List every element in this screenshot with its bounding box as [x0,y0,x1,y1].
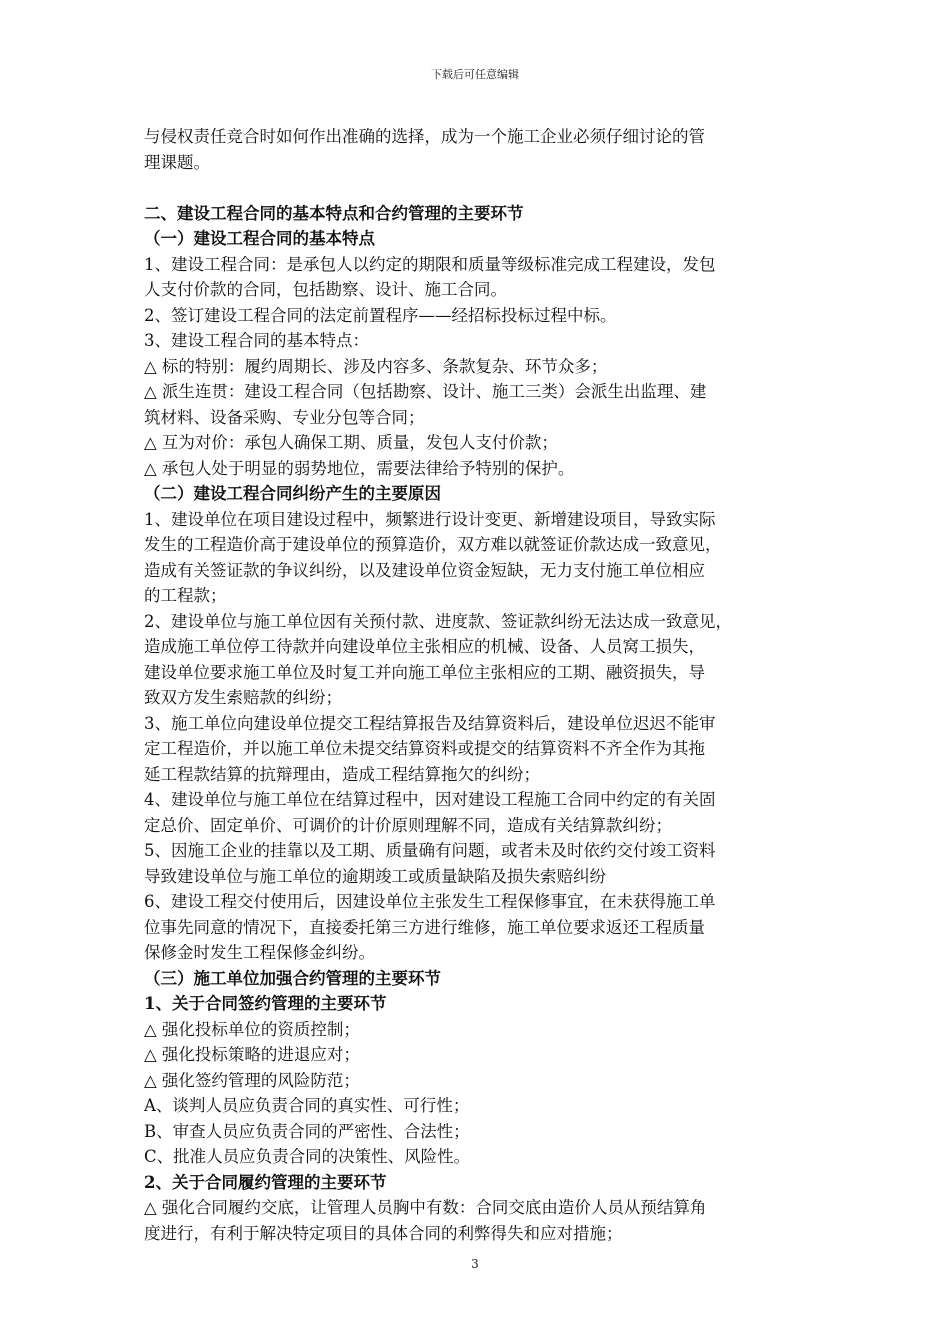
text-line: 建设单位要求施工单位及时复工并向施工单位主张相应的工期、融资损失，导 [144,662,705,682]
text-line: 2、建设单位与施工单位因有关预付款、进度款、签证款纠纷无法达成一致意见， [144,611,732,631]
text-line: 理课题。 [144,152,210,172]
text-line: △ 标的特别：履约周期长、涉及内容多、条款复杂、环节众多； [144,356,608,376]
text-line: 1、建设单位在项目建设过程中，频繁进行设计变更、新增建设项目，导致实际 [144,509,716,529]
text-line: 4、建设单位与施工单位在结算过程中，因对建设工程施工合同中约定的有关固 [144,790,716,809]
text-line: 定总价、固定单价、可调价的计价原则理解不同，造成有关结算款纠纷； [144,815,672,835]
text-line: 导致建设单位与施工单位的逾期竣工或质量缺陷及损失索赔纠纷 [144,866,606,886]
text-line: 位事先同意的情况下，直接委托第三方进行维修，施工单位要求返还工程质量 [144,917,705,937]
text-line: A、谈判人员应负责合同的真实性、可行性； [144,1096,470,1115]
section-heading: 2、关于合同履约管理的主要环节 [144,1172,387,1192]
text-line: 的工程款； [144,586,227,605]
text-line: 与侵权责任竞合时如何作出准确的选择，成为一个施工企业必须仔细讨论的管 [144,127,705,146]
text-line: 2、签订建设工程合同的法定前置程序——经招标投标过程中标。 [144,305,617,325]
page-number: 3 [471,1257,479,1271]
text-line: 保修金时发生工程保修金纠纷。 [144,943,375,962]
text-line: 发生的工程造价高于建设单位的预算造价，双方难以就签证价款达成一致意见， [144,535,722,554]
text-line: 造成有关签证款的争议纠纷，以及建设单位资金短缺，无力支付施工单位相应 [144,560,705,580]
text-line: 定工程造价，并以施工单位未提交结算资料或提交的结算资料不齐全作为其拖 [144,739,705,758]
text-line: 筑材料、设备采购、专业分包等合同； [144,407,425,427]
text-line: B、审查人员应负责合同的严密性、合法性； [144,1121,470,1141]
text-line: △ 强化投标单位的资质控制； [144,1019,360,1039]
text-line: △ 承包人处于明显的弱势地位，需要法律给予特别的保护。 [144,458,575,478]
text-line: 人支付价款的合同，包括勘察、设计、施工合同。 [144,280,507,299]
text-line: △ 强化投标策略的进退应对； [144,1045,360,1064]
text-line: △ 强化签约管理的风险防范； [144,1070,360,1090]
text-line: 6、建设工程交付使用后，因建设单位主张发生工程保修事宜，在未获得施工单 [144,892,716,911]
document-body [144,124,816,1246]
section-heading: （一）建设工程合同的基本特点 [144,229,375,248]
text-line: 造成施工单位停工待款并向建设单位主张相应的机械、设备、人员窝工损失， [144,637,705,656]
text-line: △ 强化合同履约交底，让管理人员胸中有数：合同交底由造价人员从预结算角 [144,1198,707,1217]
section-heading: （三）施工单位加强合约管理的主要环节 [144,968,441,988]
section-heading: （二）建设工程合同纠纷产生的主要原因 [144,484,441,503]
text-line: 5、因施工企业的挂靠以及工期、质量确有问题，或者未及时依约交付竣工资料 [144,841,716,860]
text-line: △ 互为对价：承包人确保工期、质量，发包人支付价款； [144,433,558,452]
text-line: △ 派生连贯：建设工程合同（包括勘察、设计、施工三类）会派生出监理、建 [144,382,707,401]
text-line: 度进行，有利于解决特定项目的具体合同的利弊得失和应对措施； [144,1223,623,1243]
text-line: C、批准人员应负责合同的决策性、风险性。 [144,1147,471,1166]
text-line: 3、施工单位向建设单位提交工程结算报告及结算资料后，建设单位迟迟不能审 [144,713,716,733]
page-header: 下载后可任意编辑 [431,68,519,81]
section-heading: 1、关于合同签约管理的主要环节 [144,994,387,1013]
text-line: 延工程款结算的抗辩理由，造成工程结算拖欠的纠纷； [144,764,540,784]
text-line: 3、建设工程合同的基本特点： [144,331,369,350]
text-line: 1、建设工程合同：是承包人以约定的期限和质量等级标准完成工程建设，发包 [144,254,716,274]
section-heading: 二、建设工程合同的基本特点和合约管理的主要环节 [144,203,524,223]
text-line [144,175,816,201]
text-line: 致双方发生索赔款的纠纷； [144,688,342,707]
